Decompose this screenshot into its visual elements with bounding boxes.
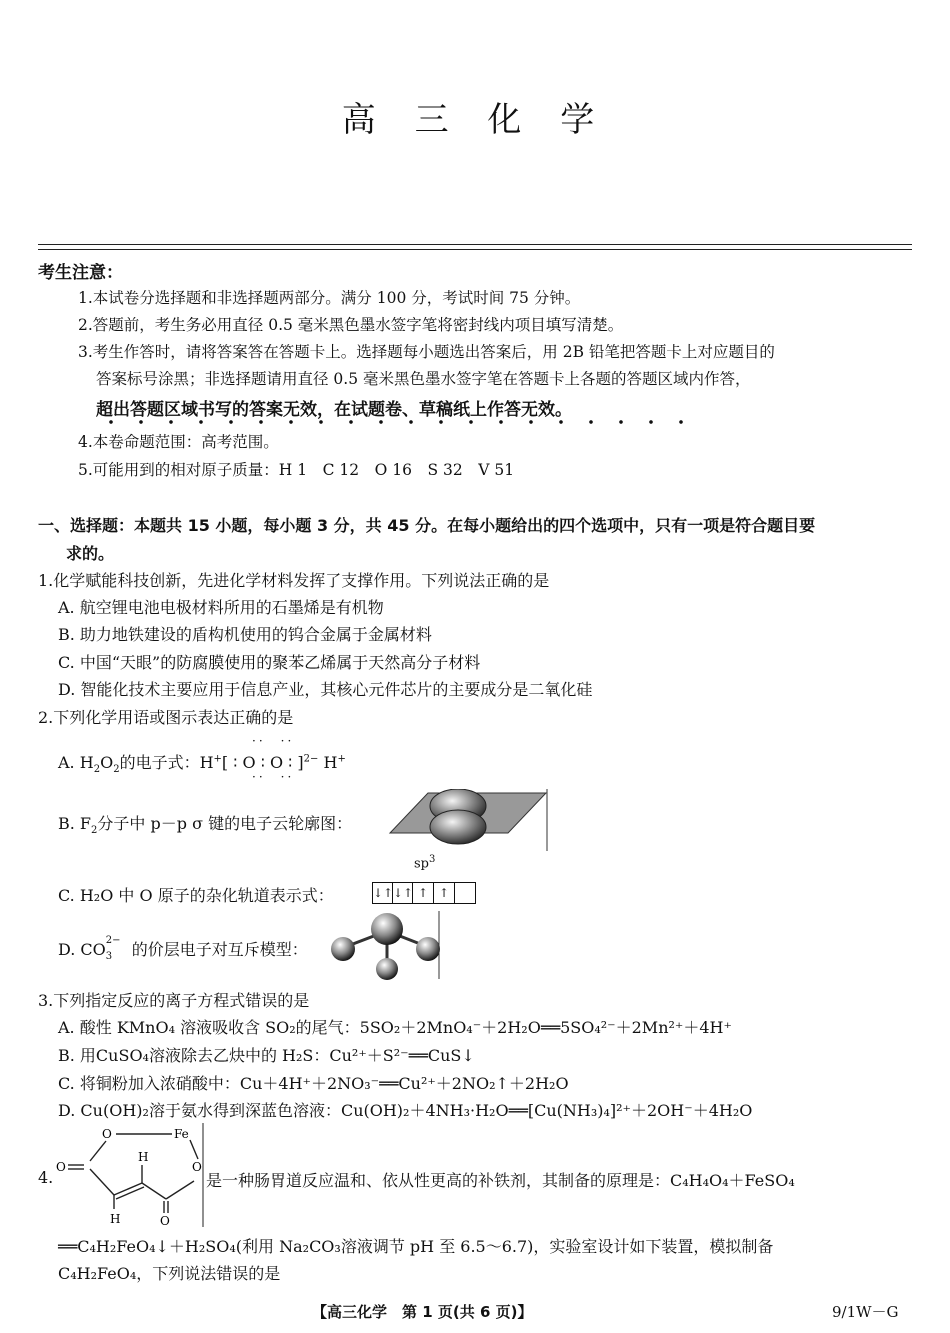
section-heading: 一、选择题：本题共 15 小题，每小题 3 分，共 45 分。在每小题给出的四个选项中，只有一项是符合题目要 xyxy=(38,516,816,535)
struct-o1: O xyxy=(102,1127,112,1141)
q1-stem: 1.化学赋能科技创新，先进化学材料发挥了支撑作用。下列说法正确的是 xyxy=(38,571,550,590)
q2-a-dots-bottom: ·· ·· xyxy=(252,770,295,784)
q4-line-3: C₄H₂FeO₄，下列说法错误的是 xyxy=(58,1264,281,1283)
q4-line-2: ══C₄H₂FeO₄↓＋H₂SO₄(利用 Na₂CO₃溶液调节 pH 至 6.5～6.7)，实验室设计如下装置，模拟制备 xyxy=(58,1237,774,1256)
section-heading-cont: 求的。 xyxy=(66,544,115,563)
footer-code: 9/1W－G xyxy=(832,1303,899,1321)
footer-page-info: 【高三化学 第 1 页(共 6 页)】 xyxy=(312,1303,533,1321)
notice-item-3-cont: 答案标号涂黑；非选择题请用直径 0.5 毫米黑色墨水签字笔在答题卡上各题的答题区域内作答， xyxy=(96,370,751,388)
q2-option-a: A. $H_2O_2$的电子式：H+[ ∶ O ∶ O ∶ ]$^{2-}$ H+ xyxy=(58,753,346,776)
orbital-cell: ↑ xyxy=(434,883,455,903)
q4-line-1: 是一种肠胃道反应温和、依从性更高的补铁剂，其制备的原理是：C₄H₄O₄＋FeSO₄ xyxy=(206,1171,795,1190)
q1-option-a: A. 航空锂电池电极材料所用的石墨烯是有机物 xyxy=(58,598,384,617)
orbital-cell: ↓↑ xyxy=(393,883,413,903)
q3-option-c: C. 将铜粉加入浓硝酸中：Cu＋4H⁺＋2NO₃⁻══Cu²⁺＋2NO₂↑＋2H₂O xyxy=(58,1074,569,1093)
q3-option-d: D. Cu(OH)₂溶于氨水得到深蓝色溶液：Cu(OH)₂＋4NH₃·H₂O══[Cu(NH₃)₄]²⁺＋2OH⁻＋4H₂O xyxy=(58,1101,753,1120)
orbital-box xyxy=(372,882,476,904)
q3-stem: 3.下列指定反应的离子方程式错误的是 xyxy=(38,991,310,1010)
q2-option-b: B. $F_2$分子中 p－p σ 键的电子云轮廓图： xyxy=(58,814,353,837)
q2-stem: 2.下列化学用语或图示表达正确的是 xyxy=(38,708,294,727)
struct-o3: O xyxy=(192,1160,202,1174)
notice-item-4: 4.本卷命题范围：高考范围。 xyxy=(78,433,279,451)
notice-item-1: 1.本试卷分选择题和非选择题两部分。满分 100 分，考试时间 75 分钟。 xyxy=(78,289,581,307)
notice-heading: 考生注意： xyxy=(38,263,123,283)
notice-item-3-emphasis: 超出答题区域书写的答案无效，在试题卷、草稿纸上作答无效。 xyxy=(96,400,572,420)
notice-item-2: 2.答题前，考生务必用直径 0.5 毫米黑色墨水签字笔将密封线内项目填写清楚。 xyxy=(78,316,624,334)
notice-item-3: 3.考生作答时，请将答案答在答题卡上。选择题每小题选出答案后，用 2B 铅笔把答题卡上对应题目的 xyxy=(78,343,775,361)
struct-h2: H xyxy=(110,1212,121,1226)
vsepr-model-diagram xyxy=(328,909,440,981)
q2-option-d: D. CO 2− 3 的价层电子对互斥模型： xyxy=(58,935,308,962)
emphasis-dots xyxy=(96,420,696,424)
struct-o4: O xyxy=(160,1214,170,1227)
q3-option-b: B. 用CuSO₄溶液除去乙炔中的 H₂S：Cu²⁺＋S²⁻══CuS↓ xyxy=(58,1046,475,1065)
page-title: 高 三 化 学 xyxy=(341,100,609,140)
q1-option-b: B. 助力地铁建设的盾构机使用的钨合金属于金属材料 xyxy=(58,625,432,644)
q1-option-c: C. 中国“天眼”的防腐膜使用的聚苯乙烯属于天然高分子材料 xyxy=(58,653,481,672)
electron-cloud-diagram xyxy=(388,789,550,851)
struct-o2: O xyxy=(56,1160,66,1174)
q4-number: 4. xyxy=(38,1168,54,1187)
orbital-cell: ↑ xyxy=(413,883,434,903)
sp3-label: $sp^3$ xyxy=(414,854,436,872)
q3-option-a: A. 酸性 KMnO₄ 溶液吸收含 SO₂的尾气：5SO₂＋2MnO₄⁻＋2H₂O══5SO₄²⁻＋2Mn²⁺＋4H⁺ xyxy=(58,1018,732,1037)
struct-fe: Fe xyxy=(174,1127,189,1141)
notice-item-5: 5.可能用到的相对原子质量：H 1 C 12 O 16 S 32 V 51 xyxy=(78,461,515,479)
header-rule-bottom xyxy=(38,249,912,250)
q2-a-dots-top: ·· ·· xyxy=(252,734,295,748)
ferrous-fumarate-structure xyxy=(54,1123,206,1227)
header-rule-top xyxy=(38,244,912,245)
q2-option-c: C. H₂O 中 O 原子的杂化轨道表示式： xyxy=(58,886,334,905)
orbital-cell: ↓↑ xyxy=(373,883,393,903)
struct-h1: H xyxy=(138,1150,149,1164)
q1-option-d: D. 智能化技术主要应用于信息产业，其核心元件芯片的主要成分是二氧化硅 xyxy=(58,680,593,699)
